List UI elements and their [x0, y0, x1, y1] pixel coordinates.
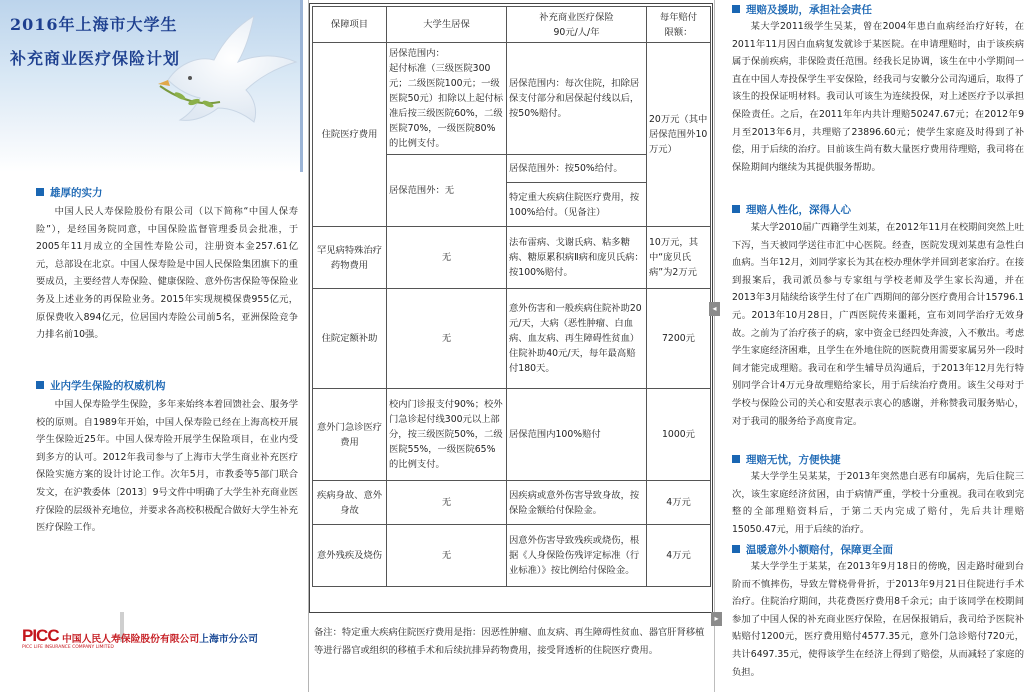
cell-supplement: 因疾病或意外伤害导致身故，按保险金额给付保险金。 — [507, 481, 647, 525]
table-header-row — [313, 7, 711, 43]
cell-supplement: 居保范围外：按50%给付。 — [507, 155, 647, 183]
table-row — [313, 481, 711, 525]
cell-resident: 校内门诊报支付90%；校外门急诊起付线300元以上部分，按三级医院50%，二级医院55%，一级医院65%的比例支付。 — [387, 389, 507, 481]
cell-limit: 1000元 — [647, 389, 711, 481]
paragraph: 某大学2011级学生吴某，曾在2004年患白血病经治疗好转，在2011年11月因白血病复发就诊于某医院。在申请理赔时，由于该疾病属于保前疾病，非保险责任范围。经我长足协调，该生在中小学期间一直在中国人寿投保学生平安保险，经我司与安徽分公司沟通后，取得了该生的投保证明材料。我司认可该生为连续投保，对上述医疗予以承担保险责任。之后，在2011年年内共计理赔50247.67元；在2012年9月至2013年6月，共理赔了23896.60元；使学生家庭及时得到了补偿，用于后续的治疗。目前该生尚有数大量医疗费用待理赔，我司将在保险期间内继续为其提供服务帮助。 — [732, 21, 1024, 173]
picc-logo: PICC — [22, 626, 59, 645]
cell-supplement: 居保范围内：每次住院，扣除居保支付部分和居保起付线以后，按50%赔付。 — [507, 43, 647, 155]
paragraph: 某大学2010届广西籍学生刘某，在2012年11月在校期间突然上吐下泻，当天被同学送往市汇中心医院。经查，医院发现刘某患有急性白血病。当年12月，刘同学家长为其在校办理休学并回到老家治疗。在接到报案后，我司派员参与专家组与学校老师及学生家长沟通，并在2013年3月陆续给该学生付了在广西期间的部分医疗费用合计15796.1元。2013年10月28日，广西医院传来噩耗，宣布刘同学治疗无效身故。之前为了治疗孩子的病，家中资金已经四处奔波，入不敷出。考虑学生家庭经济困难，且学生在外地住院的医院费用需要家属另外一段时间才能完成理赔。我司在和学生辅导员沟通后，于2013年12月先行特别同学合计4万元身故理赔给家长，用于后续治疗费用。该生父母对于学校与保险公司的关心和安慰表示衷心的感谢，并称赞我司服务贴心，对于我司的服务给予高度肯定。 — [732, 222, 1024, 427]
section-heading — [36, 378, 166, 393]
banner — [0, 0, 303, 172]
square-bullet-icon — [732, 455, 740, 463]
heading-text: 温暖意外小额赔付，保障更全面 — [746, 544, 893, 556]
table-note: 备注：特定重大疾病住院医疗费用是指：因恶性肿瘤、血友病、再生障碍性贫血、器官肝肾移植等进行器官或组织的移植手术和后续抗排异药物费用，接受肾透析的住院医疗费用。 — [314, 627, 705, 656]
cell-item: 住院定额补助 — [313, 289, 387, 389]
company-name — [62, 631, 258, 645]
picc-logo-subtitle: PICC LIFE INSURANCE COMPANY LIMITED — [22, 645, 114, 650]
cell-resident: 居保范围内： 起付标准（三级医院300元；二级医院100元；一级医院50元）扣除以上起付标准后按三级医院60%，二级医院70%，一级医院80%的比例支付。 — [387, 43, 507, 155]
cell-resident: 无 — [387, 289, 507, 389]
cell-resident: 居保范围外：无 — [387, 155, 507, 227]
table-row — [313, 289, 711, 389]
arrow-left-icon[interactable]: ◂ — [709, 302, 720, 316]
cell-supplement: 意外伤害和一般疾病住院补助20元/天，大病（恶性肿瘤、白血病、血友病、再生障碍性贫血）住院补助40元/天，每年最高赔付180天。 — [507, 289, 647, 389]
cell-supplement: 因意外伤害导致残疾或烧伤，根据《人身保险伤残评定标准（行业标准）》按比例给付保险金。 — [507, 525, 647, 587]
banner-title-line2: 补充商业医疗保险计划 — [10, 49, 181, 68]
left-column — [0, 0, 305, 692]
paragraph: 中国人民人寿保险股份有限公司（以下简称“中国人保寿险”），是经国务院同意，中国保险监督管理委员会批准，于2005年11月成立的全国性寿险公司，注册资本金257.61亿元，总部设在北京。中国人保寿险是中国人民保险集团旗下的重要成员，主要经营人寿保险、健康保险、意外伤害保险等保险业务及上述业务的再保险业务。2015年实现规模保费955亿元，原保费收入894亿元，位居国内寿险公司前5名，亚洲保险竞争力排名前10强。 — [36, 206, 298, 341]
square-bullet-icon — [732, 205, 740, 213]
heading-text: 业内学生保险的权威机构 — [50, 380, 166, 392]
cell-item: 疾病身故、意外身故 — [313, 481, 387, 525]
cell-supplement: 居保范围内100%赔付 — [507, 389, 647, 481]
square-bullet-icon — [732, 5, 740, 13]
square-bullet-icon — [36, 188, 44, 196]
cell-limit: 7200元 — [647, 289, 711, 389]
cell-item: 意外门急诊医疗费用 — [313, 389, 387, 481]
table-row — [313, 43, 711, 155]
paragraph: 某大学学生于某某，在2013年9月18日的傍晚，因走路时碰到台阶而不慎摔伤，导致左臂桡骨骨折，于2013年9月21日住院进行手术治疗。住院治疗期间，共花费医疗费用8千余元；由于该同学在校期间参加了中国人保的补充商业医疗保险，在居保报销后，我司给予医院补贴赔付1200元，医疗费用赔付4577.35元，意外门急诊赔付720元，共计6497.35元，使得该学生在经济上得到了赔偿，从而减轻了家庭的负担。 — [732, 561, 1024, 678]
square-bullet-icon — [36, 381, 44, 389]
header-cell: 补充商业医疗保险 90元/人/年 — [507, 7, 647, 43]
cell-item: 罕见病特殊治疗药物费用 — [313, 227, 387, 289]
cell-limit: 4万元 — [647, 481, 711, 525]
heading-text: 理赔及援助，承担社会责任 — [746, 4, 872, 16]
heading-text: 雄厚的实力 — [50, 187, 103, 199]
section-heading — [732, 2, 872, 17]
header-cell: 保障项目 — [313, 7, 387, 43]
cell-item: 住院医疗费用 — [313, 43, 387, 227]
banner-edge — [300, 0, 303, 172]
heading-text: 理赔人性化，深得人心 — [746, 204, 851, 216]
company-name-text: 中国人民人寿保险股份有限公司 — [62, 634, 200, 645]
benefits-table-wrap — [312, 6, 710, 587]
cell-limit: 20万元（其中居保范围外10万元） — [647, 43, 711, 227]
section-heading — [732, 452, 841, 467]
cell-resident: 无 — [387, 227, 507, 289]
cell-resident: 无 — [387, 525, 507, 587]
section-heading — [732, 542, 893, 557]
table-row — [313, 227, 711, 289]
cell-resident: 无 — [387, 481, 507, 525]
company-footer — [22, 626, 282, 648]
cell-item: 意外残疾及烧伤 — [313, 525, 387, 587]
header-cell: 大学生居保 — [387, 7, 507, 43]
arrow-right-icon[interactable]: ▸ — [711, 612, 722, 626]
right-column — [720, 0, 1025, 692]
column-divider — [308, 0, 309, 692]
table-row — [313, 525, 711, 587]
section-heading — [36, 185, 103, 200]
paragraph: 某大学学生吴某某，于2013年突然患白恶有印属病，先后住院三次，该生家庭经济贫困，由于病情严重，学校十分重视。我司在收到完整的全部理赔资料后，于第二天内完成了赔付，先后共计理赔15050.47元，用于后续的治疗。 — [732, 471, 1024, 535]
table-row — [313, 389, 711, 481]
section-heading — [732, 202, 851, 217]
cell-supplement: 特定重大疾病住院医疗费用，按100%给付。（见备注） — [507, 183, 647, 227]
square-bullet-icon — [732, 545, 740, 553]
column-divider — [714, 0, 715, 692]
cell-limit: 10万元，其中“庞贝氏病”为2万元 — [647, 227, 711, 289]
cell-supplement: 法布雷病、戈谢氏病、粘多糖病、糖原累积病Ⅱ病和庞贝氏病：按100%赔付。 — [507, 227, 647, 289]
banner-title-line1: 2016年上海市大学生 — [10, 15, 178, 34]
heading-text: 理赔无忧，方便快捷 — [746, 454, 841, 466]
company-branch: 上海市分公司 — [199, 634, 258, 645]
header-cell: 每年赔付 限额： — [647, 7, 711, 43]
paragraph: 中国人保寿险学生保险，多年来始终本着回馈社会、服务学校的原则。自1989年开始，中国人保寿险已经在上海高校开展学生保险近25年。中国人保寿险开展学生保险项目，在业内受到多方的认可。2012年我司参与了上海市大学生商业补充医疗保险实施方案的设计讨论工作。次年5月，市教委等5部门联合发文，在沪教委体〔2013〕9号文件中明确了大学生补充商业医疗保险的层级补充地位，并要求各高校积极配合做好大学生补充医疗保险工作。 — [36, 399, 298, 534]
benefits-table — [312, 6, 711, 587]
cell-limit: 4万元 — [647, 525, 711, 587]
dove-icon — [150, 10, 300, 150]
